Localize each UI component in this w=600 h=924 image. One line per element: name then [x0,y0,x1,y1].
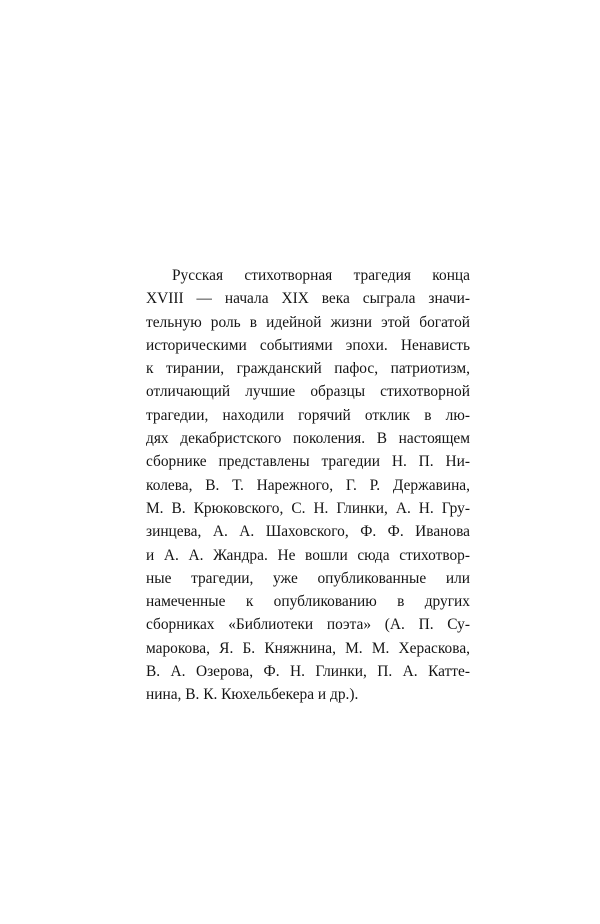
text-line: Русская стихотворная трагедия конца [172,267,470,284]
text-line: дях декабристского поколения. В настоящем [146,430,470,448]
text-line: В. А. Озерова, Ф. Н. Глинки, П. А. Катте- [146,663,470,681]
text-line: сборнике представлены трагедии Н. П. Ни- [146,453,470,471]
text-line: сборниках «Библиотеки поэта» (А. П. Су- [146,616,470,634]
text-line: к тирании, гражданский пафос, патриотизм, [146,360,470,378]
text-line: зинцева, А. А. Шаховского, Ф. Ф. Иванова [146,523,470,541]
text-line: ные трагедии, уже опубликованные или [146,569,470,587]
text-line: намеченные к опубликованию в других [146,593,470,611]
text-line: историческими событиями эпохи. Ненависть [146,336,470,354]
text-line: и А. А. Жандра. Не вошли сюда стихотвор- [146,546,470,564]
text-line: М. В. Крюковского, С. Н. Глинки, А. Н. Гру- [146,499,470,517]
text-line: тельную роль в идейной жизни этой богатой [146,313,470,331]
text-line: нина, В. К. Кюхельбекера и др.). [146,686,359,704]
text-line: трагедии, находили горячий отклик в лю- [146,406,470,424]
annotation-paragraph [146,264,470,707]
text-line: отличающий лучшие образцы стихотворной [146,383,470,401]
text-line: колева, В. Т. Нарежного, Г. Р. Державина, [146,476,470,494]
text-line: марокова, Я. Б. Княжнина, М. М. Хераскова, [146,639,470,657]
text-line: XVIII — начала XIX века сыграла значи- [146,290,470,308]
